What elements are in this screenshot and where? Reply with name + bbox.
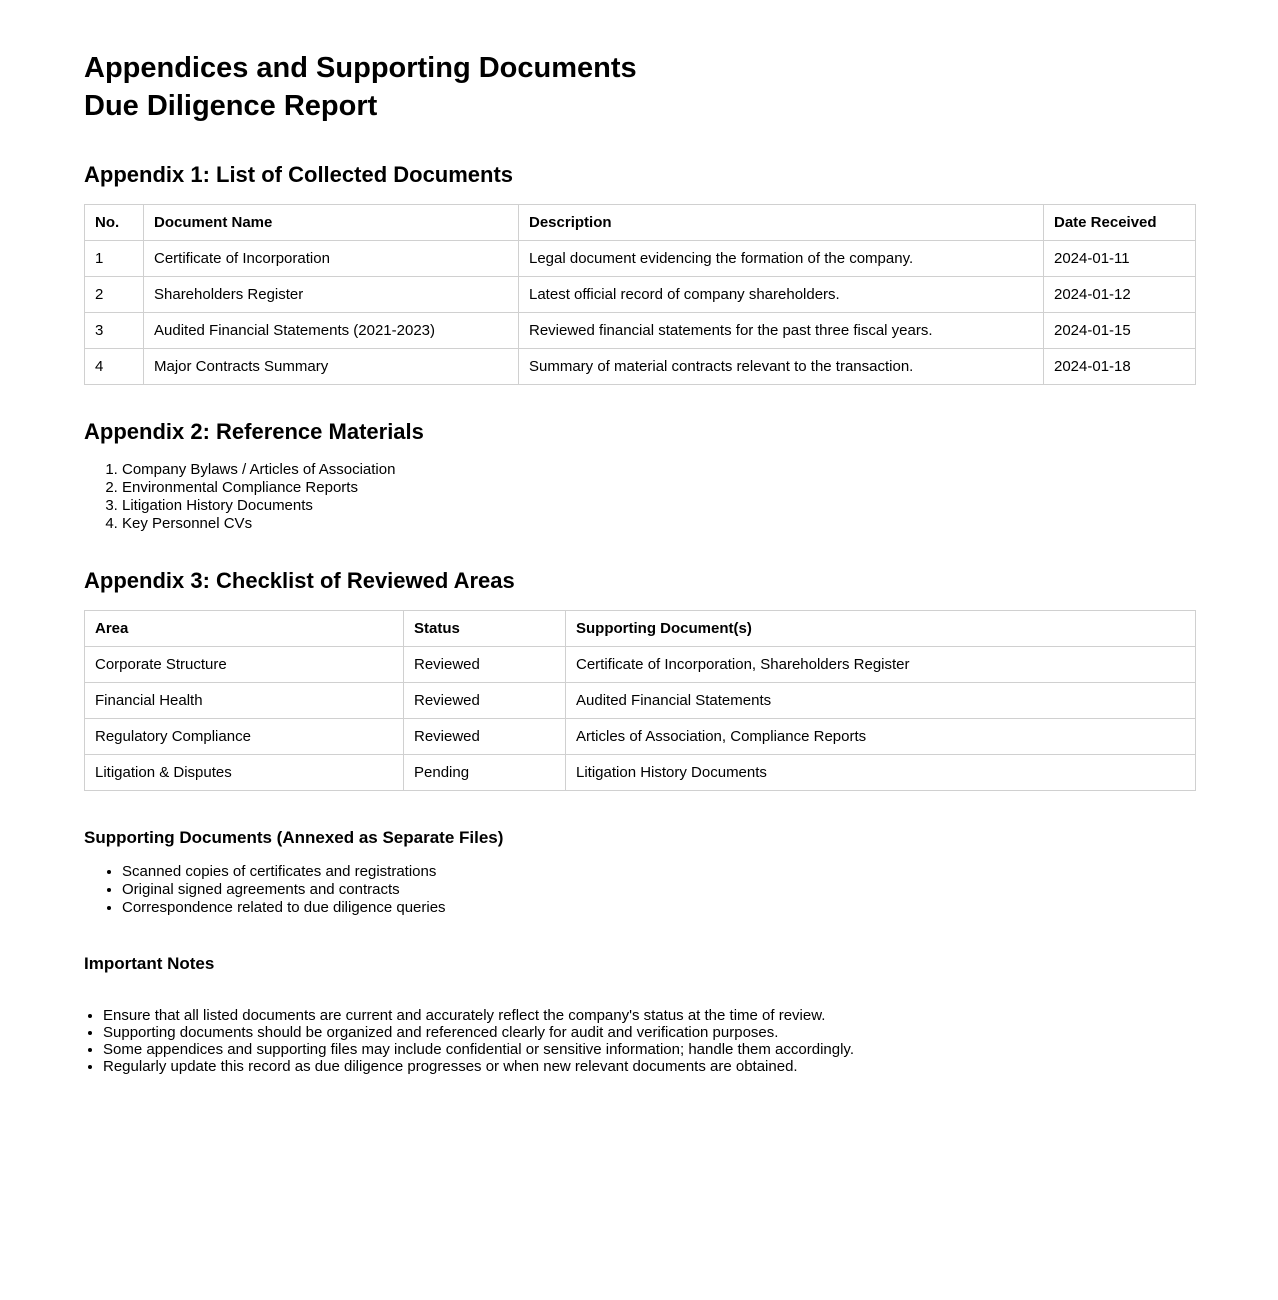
cell-status: Reviewed <box>404 719 566 755</box>
cell-area: Regulatory Compliance <box>85 719 404 755</box>
cell-description: Summary of material contracts relevant to the transaction. <box>519 349 1044 385</box>
column-header-document-name: Document Name <box>144 205 519 241</box>
table-row <box>85 241 1196 277</box>
table-row <box>85 277 1196 313</box>
column-header-description: Description <box>519 205 1044 241</box>
list-item: • Correspondence related to due diligence queries <box>122 899 1195 917</box>
cell-area: Financial Health <box>85 683 404 719</box>
cell-document-name: Audited Financial Statements (2021-2023) <box>144 313 519 349</box>
column-header-date-received: Date Received <box>1044 205 1196 241</box>
table-row <box>85 755 1196 791</box>
list-item: 2. Environmental Compliance Reports <box>122 479 1195 497</box>
cell-date-received: 2024-01-18 <box>1044 349 1196 385</box>
important-notes-heading: Important Notes <box>84 954 215 973</box>
cell-description: Reviewed financial statements for the past three fiscal years. <box>519 313 1044 349</box>
cell-supporting-documents: Audited Financial Statements <box>566 683 1196 719</box>
column-header-no: No. <box>85 205 144 241</box>
important-notes-section <box>84 953 1195 1075</box>
cell-supporting-documents: Articles of Association, Compliance Reports <box>566 719 1196 755</box>
collected-documents-header-row <box>85 205 1196 241</box>
appendix-3-section <box>84 568 1195 791</box>
cell-no: 3 <box>85 313 144 349</box>
appendix-1-section <box>84 162 1195 385</box>
list-item: • Original signed agreements and contracts <box>122 881 1195 899</box>
list-item: • Ensure that all listed documents are current and accurately reflect the company's status at the time of review. <box>103 1007 1195 1024</box>
cell-status: Reviewed <box>404 683 566 719</box>
document-title-line2: Due Diligence Report <box>84 90 378 122</box>
appendix-2-heading: Appendix 2: Reference Materials <box>84 419 424 444</box>
cell-document-name: Certificate of Incorporation <box>144 241 519 277</box>
column-header-status: Status <box>404 611 566 647</box>
reference-materials-list <box>84 461 1195 533</box>
supporting-documents-heading: Supporting Documents (Annexed as Separate Files) <box>84 828 504 847</box>
appendix-1-heading: Appendix 1: List of Collected Documents <box>84 162 514 187</box>
column-header-supporting-documents: Supporting Document(s) <box>566 611 1196 647</box>
cell-date-received: 2024-01-11 <box>1044 241 1196 277</box>
cell-date-received: 2024-01-12 <box>1044 277 1196 313</box>
cell-description: Latest official record of company shareholders. <box>519 277 1044 313</box>
list-item: 4. Key Personnel CVs <box>122 515 1195 533</box>
table-row <box>85 719 1196 755</box>
cell-area: Litigation & Disputes <box>85 755 404 791</box>
cell-document-name: Shareholders Register <box>144 277 519 313</box>
list-item: • Regularly update this record as due diligence progresses or when new relevant documents are obtained. <box>103 1058 1195 1075</box>
document-title <box>84 49 1195 125</box>
cell-supporting-documents: Certificate of Incorporation, Shareholders Register <box>566 647 1196 683</box>
supporting-documents-list <box>84 863 1195 917</box>
table-row <box>85 313 1196 349</box>
cell-no: 1 <box>85 241 144 277</box>
cell-no: 4 <box>85 349 144 385</box>
important-notes-list <box>84 1007 1195 1075</box>
list-item: • Scanned copies of certificates and registrations <box>122 863 1195 881</box>
column-header-area: Area <box>85 611 404 647</box>
document-title-line1: Appendices and Supporting Documents <box>84 52 637 84</box>
supporting-documents-section <box>84 827 1195 917</box>
appendix-2-section <box>84 419 1195 533</box>
table-row <box>85 349 1196 385</box>
cell-description: Legal document evidencing the formation of the company. <box>519 241 1044 277</box>
list-item: 1. Company Bylaws / Articles of Association <box>122 461 1195 479</box>
table-row <box>85 683 1196 719</box>
table-row <box>85 647 1196 683</box>
list-item: 3. Litigation History Documents <box>122 497 1195 515</box>
collected-documents-table <box>84 204 1196 385</box>
cell-status: Pending <box>404 755 566 791</box>
cell-no: 2 <box>85 277 144 313</box>
cell-date-received: 2024-01-15 <box>1044 313 1196 349</box>
reviewed-areas-table <box>84 610 1196 791</box>
cell-status: Reviewed <box>404 647 566 683</box>
cell-document-name: Major Contracts Summary <box>144 349 519 385</box>
reviewed-areas-header-row <box>85 611 1196 647</box>
appendix-3-heading: Appendix 3: Checklist of Reviewed Areas <box>84 568 515 593</box>
cell-supporting-documents: Litigation History Documents <box>566 755 1196 791</box>
list-item: • Supporting documents should be organized and referenced clearly for audit and verification purposes. <box>103 1024 1195 1041</box>
cell-area: Corporate Structure <box>85 647 404 683</box>
list-item: • Some appendices and supporting files may include confidential or sensitive information; handle them accordingly. <box>103 1041 1195 1058</box>
